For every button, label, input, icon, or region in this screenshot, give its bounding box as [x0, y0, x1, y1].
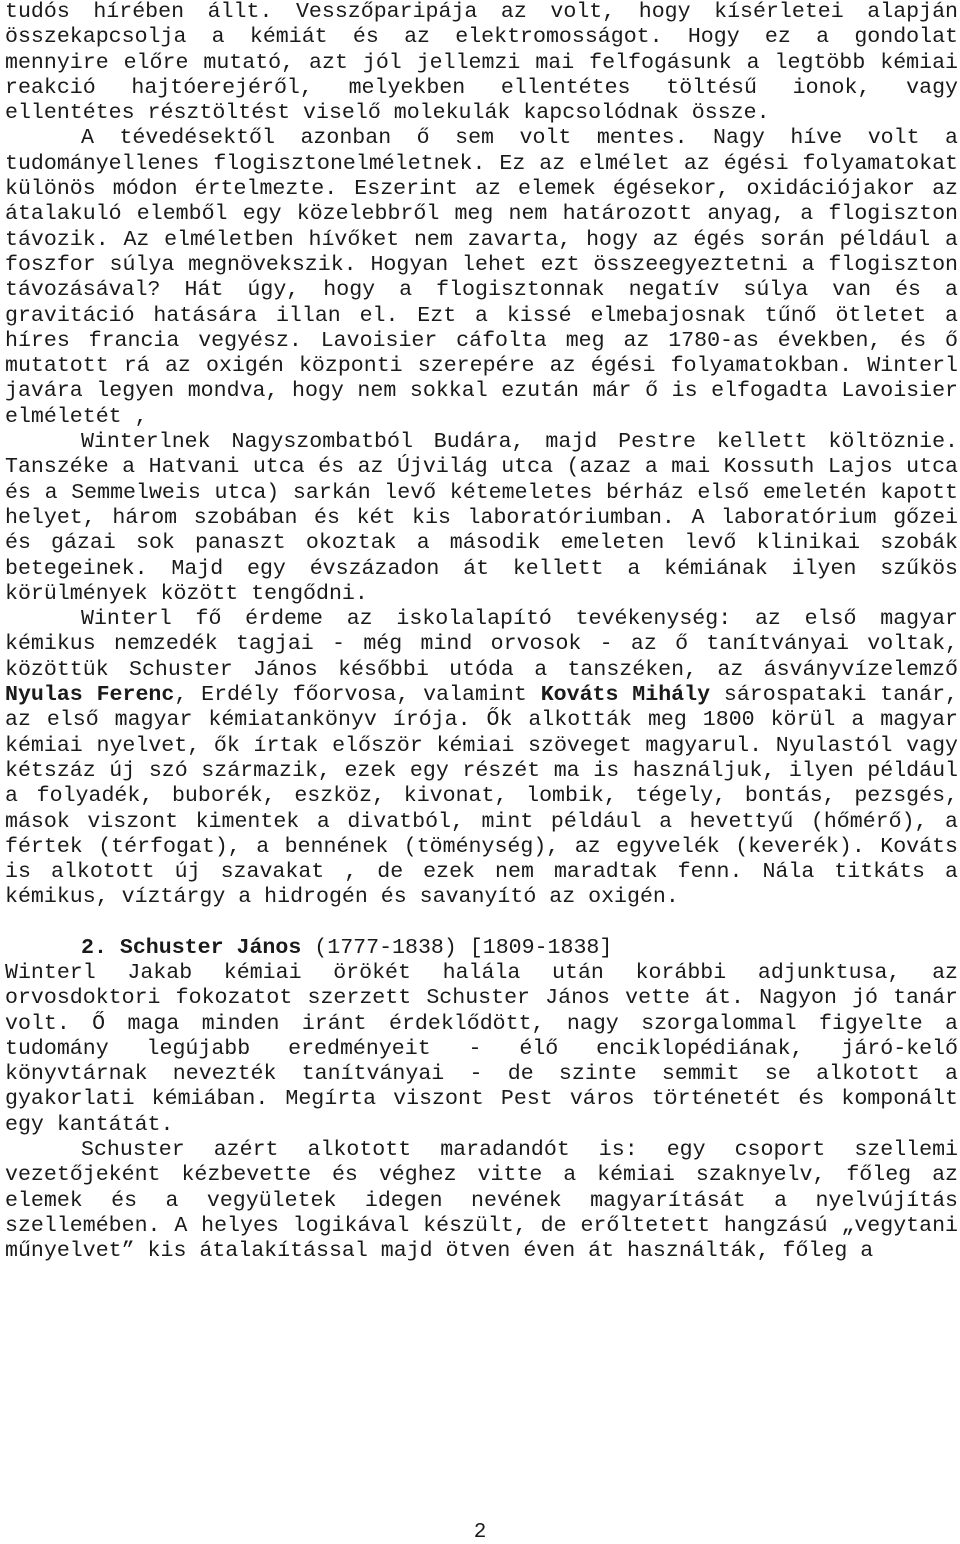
section-years: (1777-1838) [1809-1838]	[314, 935, 613, 960]
text-span: , Erdély főorvosa, valamint	[174, 683, 541, 708]
paragraph-phlogiston: A tévedésektől azonban ő sem volt mentes. Nagy híve volt a tudományellenes flogisztonelméletnek. Ez az elmélet az égési folyamatokat különös módon értelmezte. Eszerint az elemek égésekor, oxidációjakor az átalakuló elemből egy közelebbről meg nem határozott anyag, a flogiszton távozik. Az elméletben hívőket nem zavarta, hogy az égés során például a foszfor súlya megnövekszik. Hogyan lehet ezt összeegyeztetni a flogiszton távozásával? Hát úgy, hogy a flogisztonnak negatív súlya van és a gravitáció hatására illan el. Ezt a kissé elmebajosnak tűnő ötletet a híres francia vegyész. Lavoisier cáfolta meg az 1780-as években, és ő mutatott rá az oxigén központi szerepére az égési folyamatokban. Winterl javára legyen mondva, hogy nem sokkal ezután már ő is elfogadta Lavoisier elméletét ,	[5, 126, 958, 429]
document-page	[5, 0, 958, 1265]
section-number: 2.	[81, 935, 107, 960]
person-name-nyulas: Nyulas Ferenc	[5, 683, 175, 708]
person-name-kovats: Kováts Mihály	[540, 683, 711, 708]
paragraph-winterl-electricity: tudós hírében állt. Vesszőparipája az volt, hogy kísérletei alapján összekapcsolja a kémiát és az elektromosságot. Hogy ez a gondolat mennyire előre mutató, azt jól jellemzi mai felfogásunk a legtöbb kémiai reakció hajtóerejéről, melyekben ellentétes töltésű ionok, vagy ellentétes résztöltést viselő molekulák kapcsolódnak össze.	[5, 0, 958, 126]
paragraph-schuster-intro: Winterl Jakab kémiai örökét halála után korábbi adjunktusa, az orvosdoktori fokozatot szerzett Schuster János vette át. Nagyon jó tanár volt. Ő maga minden iránt érdeklődött, nagy szorgalommal figyelte a tudomány legújabb eredményeit - élő enciklopédiának, járó-kelő könyvtárnak nevezték tanítványai - de szinte semmit se alkotott a gyakorlati kémiában. Megírta viszont Pest város történetét és komponált egy kantátát.	[5, 960, 958, 1137]
section-title: Schuster János	[119, 935, 302, 960]
paragraph-school-founding	[5, 607, 958, 911]
section-heading	[5, 936, 958, 961]
text-span: sárospataki tanár, az első magyar kémiatankönyv írója. Ők alkották meg 1800 körül a magyar kémiai nyelvet, ők írtak először kémiai szöveget magyarul. Nyulastól vagy kétszáz új szó származik, ezek egy részét ma is használjuk, ilyen például a folyadék, buborék, eszköz, kivonat, lombik, tégely, bontás, pezsgés, mások viszont kimentek a divatból, mint például a hevettyű (hőmérő), a fértek (térfogat), a bennének (töménység), az egyvelék (keverék). Kováts is alkotott új szavakat , de ezek nem maradtak fenn. Nála titkáts a kémikus, víztárgy a hidrogén és savanyító az oxigén.	[5, 683, 958, 910]
text-span: Winterl fő érdeme az iskolalapító tevékenység: az első magyar kémikus nemzedék tagjai - még mind orvosok - az ő tanítványai voltak, közöttük Schuster János későbbi utóda a tanszéken, az ásványvízelemző	[5, 607, 958, 682]
page-number: 2	[473, 1521, 487, 1544]
paragraph-laboratory: Winterlnek Nagyszombatból Budára, majd Pestre kellett költöznie. Tanszéke a Hatvani utca és az Újvilág utca (azaz a mai Kossuth Lajos utca és a Semmelweis utca) sarkán levő kétemeletes bérház első emeletén kapott helyet, három szobában és két kis laboratóriumban. A laboratórium gőzei és gázai sok panaszt okoztak a második emeleten levő klinikai szobák betegeinek. Majd egy évszázadon át kellett a kémiának ilyen szűkös körülmények között tengődni.	[5, 430, 958, 606]
paragraph-schuster-language: Schuster azért alkotott maradandót is: egy csoport szellemi vezetőjeként kézbevette és véghez vitte a kémiai szaknyelv, főleg az elemek és a vegyületek idegen nevének magyarítását a nyelvújítás szellemében. A helyes logikával készült, de erőltetett hangzású „vegytani műnyelvet” kis átalakítással majd ötven éven át használták, főleg a	[5, 1138, 958, 1264]
